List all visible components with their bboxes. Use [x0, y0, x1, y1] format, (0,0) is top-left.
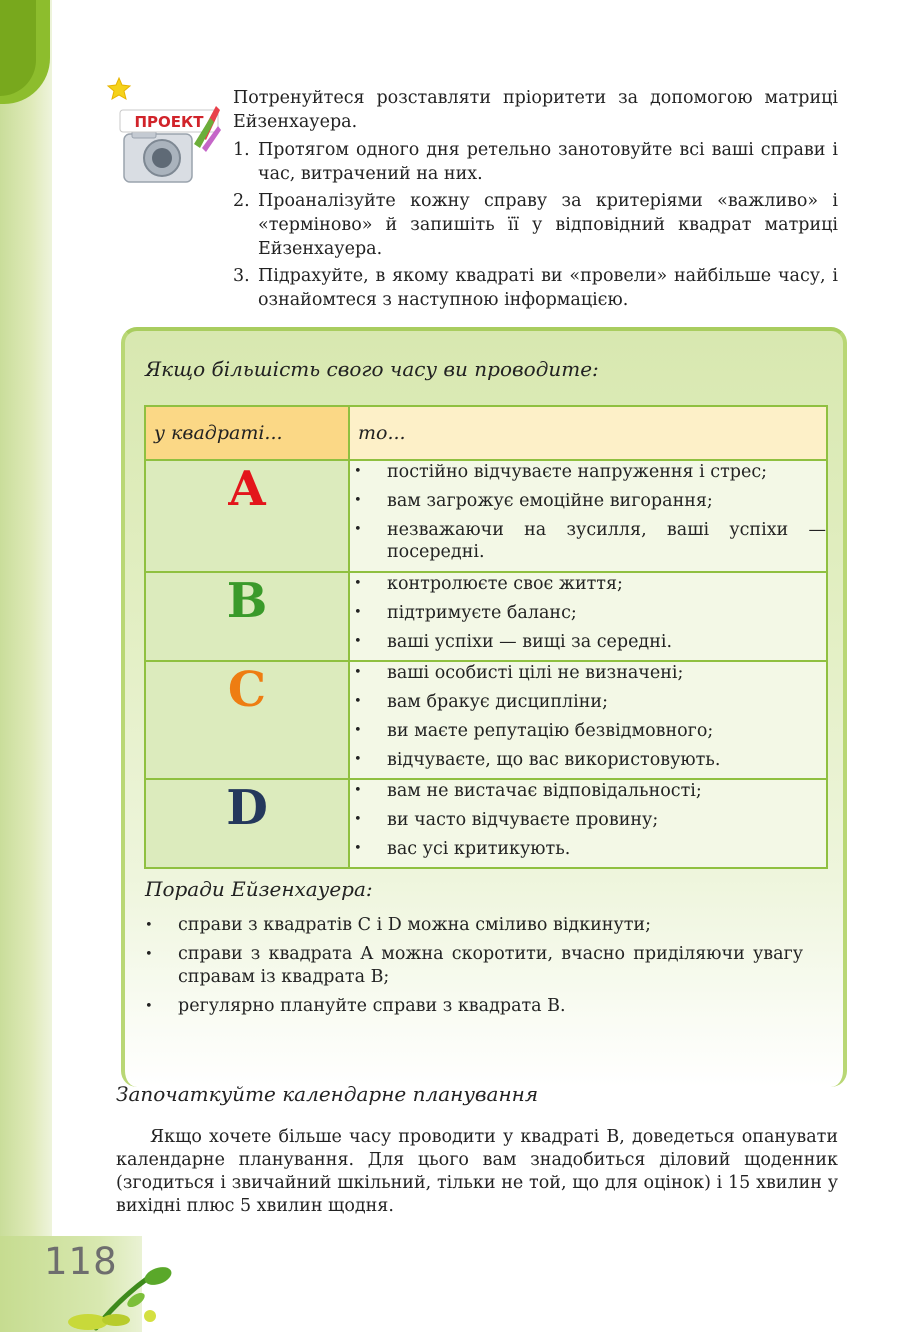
list-item: • ваші особисті цілі не визначені; [350, 662, 826, 684]
intro-steps [233, 138, 838, 312]
square-letter-text: D [226, 780, 268, 836]
table-row [145, 779, 827, 868]
list-item: • контролюєте своє життя; [350, 573, 826, 595]
page-number: 118 [44, 1240, 118, 1283]
list-item: • підтримуєте баланс; [350, 602, 826, 624]
table-row [145, 572, 827, 661]
plant-decoration-icon [66, 1260, 186, 1332]
list-item: • постійно відчуваєте напруження і стрес; [350, 461, 826, 483]
square-letter [145, 460, 349, 572]
table-header-row [145, 406, 827, 460]
step-number: 2. [233, 191, 250, 211]
square-effects [349, 460, 827, 572]
list-item: • відчуваєте, що вас використовують. [350, 749, 826, 771]
intro-lead: Потренуйтеся розставляти пріоритети за допомогою матриці Ейзенхауера. [233, 88, 838, 132]
tips-list [145, 914, 803, 1024]
square-letter-text: C [227, 662, 267, 718]
step-item [233, 264, 838, 312]
square-letter-text: A [228, 461, 266, 517]
list-item: • регулярно плануйте справи з квадрата B. [145, 995, 803, 1018]
square-effects [349, 779, 827, 868]
list-item: • справи з квадратів C і D можна сміливо відкинути; [145, 914, 803, 937]
step-text: Проаналізуйте кожну справу за критеріями «важливо» і «терміново» й запишіть її у відповідний квадрат матриці Ейзенхауера. [258, 191, 838, 259]
section-heading: Започаткуйте календарне планування [116, 1082, 539, 1106]
list-item: • вас усі критикують. [350, 838, 826, 860]
column-header-result: то... [349, 406, 827, 460]
column-header-square: у квадраті... [145, 406, 349, 460]
square-letter [145, 661, 349, 779]
step-item [233, 138, 838, 186]
step-item [233, 189, 838, 261]
list-item: • незважаючи на зусилля, ваші успіхи — посередні. [350, 519, 826, 563]
square-letter-text: B [226, 573, 268, 629]
step-text: Протягом одного дня ретельно занотовуйте всі ваші справи і час, витрачений на них. [258, 140, 838, 184]
project-icon [102, 74, 226, 194]
square-effects [349, 572, 827, 661]
square-letter [145, 572, 349, 661]
list-item: • вам загрожує емоційне вигорання; [350, 490, 826, 512]
step-number: 3. [233, 266, 250, 286]
left-margin-strip [0, 0, 52, 1332]
body-paragraph: Якщо хочете більше часу проводити у квадраті B, доведеться опанувати календарне планування. Для цього вам знадобиться діловий щоденник (згодиться і звичайний шкільний, тільки не той, що для оцінок) і 15 хвилин у вихідні плюс 5 хвилин щодня. [116, 1127, 838, 1216]
square-effects [349, 661, 827, 779]
square-letter [145, 779, 349, 868]
table-row [145, 661, 827, 779]
panel-title: Якщо більшість свого часу ви проводите: [145, 357, 599, 381]
step-text: Підрахуйте, в якому квадраті ви «провели» найбільше часу, і ознайомтеся з наступною інформацією. [258, 266, 838, 310]
step-number: 1. [233, 140, 250, 160]
list-item: • ваші успіхи — вищі за середні. [350, 631, 826, 653]
table-row [145, 460, 827, 572]
list-item: • ви маєте репутацію безвідмовного; [350, 720, 826, 742]
list-item: • вам бракує дисципліни; [350, 691, 826, 713]
eisenhower-table [144, 405, 828, 869]
intro-block [233, 86, 838, 315]
tips-title: Поради Ейзенхауера: [145, 877, 373, 901]
list-item: • вам не вистачає відповідальності; [350, 780, 826, 802]
svg-text:ПРОЕКТ: ПРОЕКТ [134, 113, 204, 131]
list-item: • ви часто відчуваєте провину; [350, 809, 826, 831]
list-item: • справи з квадрата A можна скоротити, вчасно приділяючи увагу справам із квадрата B; [145, 943, 803, 989]
